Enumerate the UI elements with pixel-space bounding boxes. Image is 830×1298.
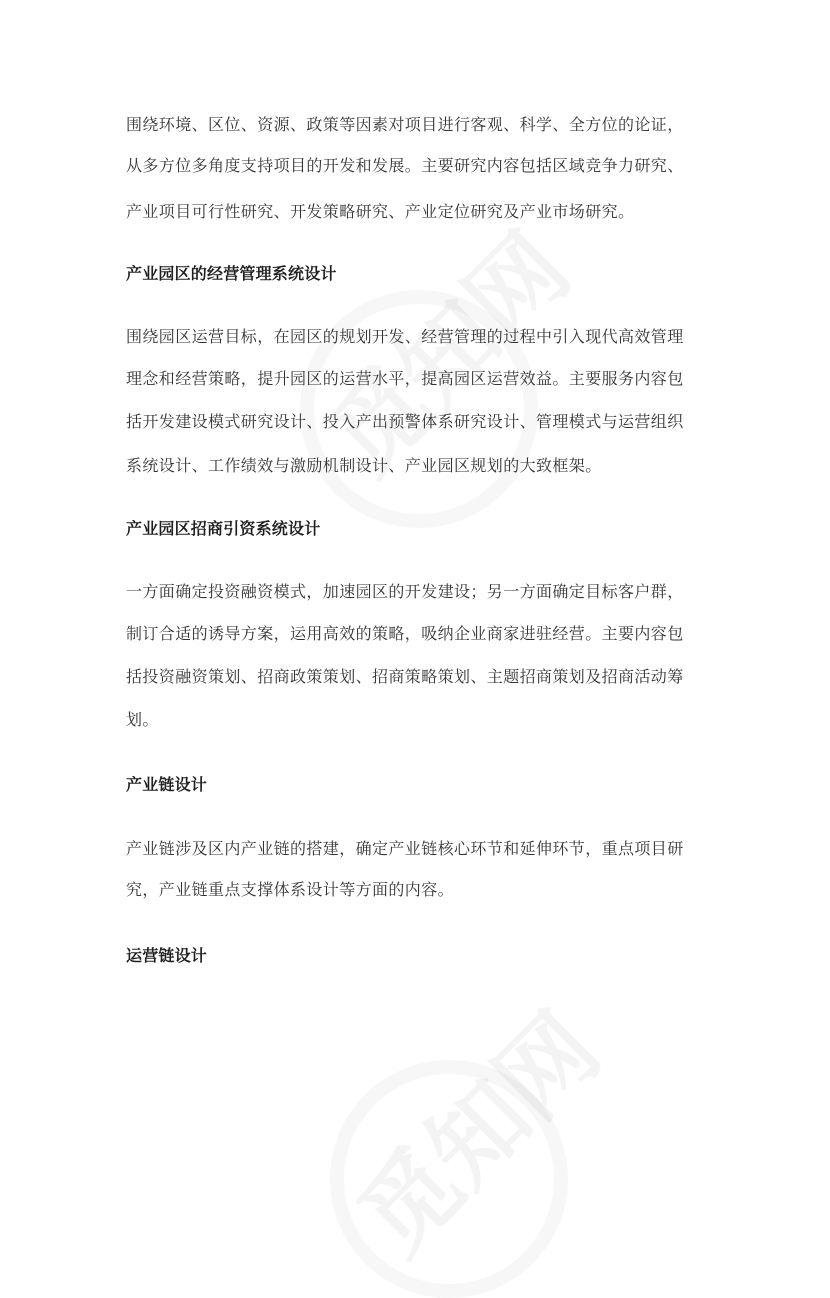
paragraph-line: 理念和经营策略，提升园区的运营水平，提高园区运营效益。主要服务内容包 [126,369,684,388]
paragraph-line: 产业链涉及区内产业链的搭建，确定产业链核心环节和延伸环节，重点项目研 [126,839,684,858]
paragraph-line: 围绕园区运营目标，在园区的规划开发、经营管理的过程中引入现代高效管理 [126,327,684,346]
section-heading-operation-chain: 运营链设计 [126,946,208,965]
paragraph-line: 系统设计、工作绩效与激励机制设计、产业园区规划的大致框架。 [126,456,602,475]
paragraph-line: 括开发建设模式研究设计、投入产出预警体系研究设计、管理模式与运营组织 [126,412,684,431]
watermark-ring-bottom [330,1060,568,1298]
paragraph-line: 产业项目可行性研究、开发策略研究、产业定位研究及产业市场研究。 [126,202,635,221]
paragraph-line: 从多方位多角度支持项目的开发和发展。主要研究内容包括区域竞争力研究、 [126,156,684,175]
watermark-bottom [324,978,625,1279]
paragraph-line: 划。 [126,710,159,729]
paragraph-line: 一方面确定投资融资模式，加速园区的开发建设；另一方面确定目标客户群， [126,582,684,601]
section-heading-industry-chain: 产业链设计 [126,775,208,794]
paragraph-line: 围绕环境、区位、资源、政策等因素对项目进行客观、科学、全方位的论证， [126,115,684,134]
watermark-top [294,198,595,499]
section-heading-investment: 产业园区招商引资系统设计 [126,519,321,538]
section-heading-management: 产业园区的经营管理系统设计 [126,264,337,283]
paragraph-line: 制订合适的诱导方案，运用高效的策略，吸纳企业商家进驻经营。主要内容包 [126,624,684,643]
paragraph-line: 括投资融资策划、招商政策策划、招商策略策划、主题招商策划及招商活动筹 [126,667,684,686]
paragraph-line: 究，产业链重点支撑体系设计等方面的内容。 [126,880,455,899]
